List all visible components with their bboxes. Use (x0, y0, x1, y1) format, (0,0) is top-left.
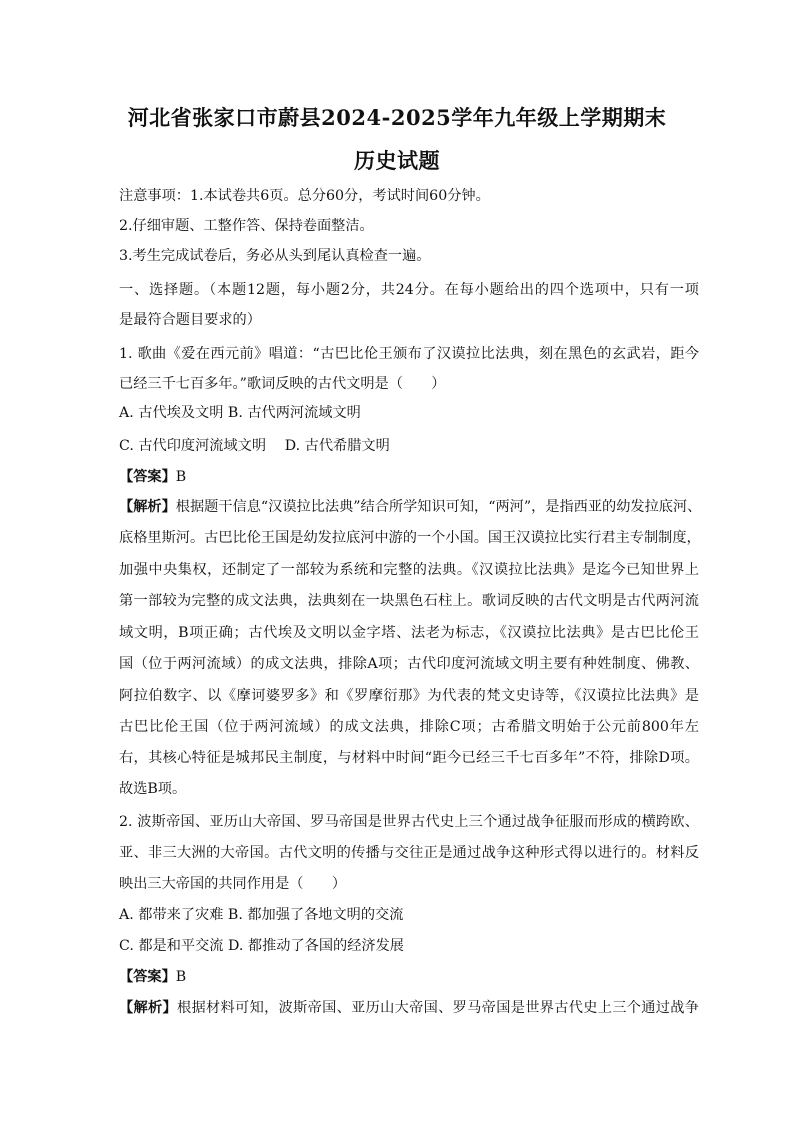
question-1-stem-line-2: 已经三千七百多年。”歌词反映的古代文明是（ ） (119, 376, 446, 392)
question-1-analysis-line-10: 故选B项。 (119, 781, 187, 797)
section-heading-line-2: 是最符合题目要求的） (119, 312, 261, 328)
question-2-option-line-1: A. 都带来了灾难 B. 都加强了各地文明的交流 (119, 907, 404, 923)
analysis-text: 根据题干信息“汉谟拉比法典”结合所学知识可知，“两河”，是指西亚的幼发拉底河、 (175, 499, 702, 515)
question-1-analysis-line-6: 国（位于两河流域）的成文法典，排除A项；古代印度河流域文明主要有种姓制度、佛教、 (119, 656, 699, 672)
question-2-answer (119, 967, 699, 987)
question-1-analysis-line-1 (119, 497, 702, 517)
question-1-analysis-line-5: 域文明，B项正确；古代埃及文明以金字塔、法老为标志，《汉谟拉比法典》是古巴比伦王 (119, 625, 699, 641)
question-2-stem-line-2: 亚、非三大洲的大帝国。古代文明的传播与交往正是通过战争这种形式得以进行的。材料反 (119, 845, 699, 861)
question-1-analysis-line-7: 阿拉伯数字、以《摩诃婆罗多》和《罗摩衍那》为代表的梵文史诗等，《汉谟拉比法典》是 (119, 688, 699, 704)
question-1-option-line-2: C. 古代印度河流域文明 D. 古代希腊文明 (119, 438, 390, 454)
question-1-option-line-1: A. 古代埃及文明 B. 古代两河流域文明 (119, 405, 361, 421)
question-1-analysis-line-4: 第一部较为完整的成文法典，法典刻在一块黑色石柱上。歌词反映的古代文明是古代两河流 (119, 593, 699, 609)
answer-tag: 【答案】 (119, 469, 176, 485)
question-1-answer (119, 467, 699, 487)
section-heading-line-1: 一、选择题。（本题12题，每小题2分，共24分。在每小题给出的四个选项中，只有一项 (119, 282, 699, 298)
question-2-option-line-2: C. 都是和平交流 D. 都推动了各国的经济发展 (119, 938, 404, 954)
notice-line-2: 2.仔细审题、工整作答、保持卷面整洁。 (119, 218, 374, 234)
question-1-analysis-line-2: 底格里斯河。古巴比伦王国是幼发拉底河中游的一个小国。国王汉谟拉比实行君主专制制度， (119, 530, 701, 546)
question-1-stem-line-1: 1. 歌曲《爱在西元前》唱道：“古巴比伦王颁布了汉谟拉比法典，刻在黑色的玄武岩，距今 (119, 346, 699, 362)
answer-tag: 【答案】 (119, 969, 176, 985)
analysis-text: 根据材料可知，波斯帝国、亚历山大帝国、罗马帝国是世界古代史上三个通过战争 (177, 1000, 699, 1016)
question-2-stem-line-3: 映出三大帝国的共同作用是（ ） (119, 876, 347, 892)
question-1-analysis-line-8: 古巴比伦王国（位于两河流域）的成文法典，排除C项；古希腊文明始于公元前800年左 (119, 719, 699, 735)
question-1-analysis-line-3: 加强中央集权，还制定了一部较为系统和完整的法典。《汉谟拉比法典》是迄今已知世界上 (119, 562, 699, 578)
answer-value: B (175, 469, 187, 485)
document-title: 河北省张家口市蔚县2024-2025学年九年级上学期期末 (127, 105, 667, 130)
notice-line-3: 3.考生完成试卷后，务必从头到尾认真检查一遍。 (119, 248, 431, 264)
question-2-analysis-line-1 (119, 998, 699, 1018)
question-2-stem-line-1: 2. 波斯帝国、亚历山大帝国、罗马帝国是世界古代史上三个通过战争征服而形成的横跨欧、 (119, 814, 699, 830)
document-subtitle: 历史试题 (354, 148, 440, 173)
question-1-analysis-line-9: 右，其核心特征是城邦民主制度，与材料中时间“距今已经三千七百多年”不符，排除D项。 (119, 750, 699, 766)
analysis-tag: 【解析】 (119, 499, 176, 515)
analysis-tag: 【解析】 (119, 1000, 178, 1016)
notice-line-1: 注意事项：1.本试卷共6页。总分60分，考试时间60分钟。 (119, 188, 490, 204)
answer-value: B (175, 969, 187, 985)
